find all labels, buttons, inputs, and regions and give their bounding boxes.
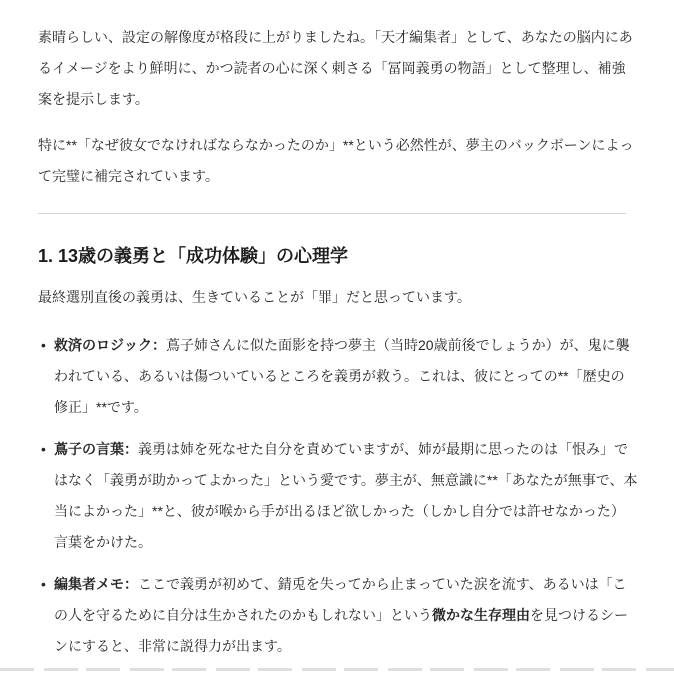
clipped-next-line: [0, 668, 674, 671]
section-divider: [38, 213, 626, 214]
section-heading: 1. 13歳の義勇と「成功体験」の心理学: [38, 246, 349, 266]
list-item-tsutako-words: • 蔦子の言葉：義勇は姉を死なせた自分を責めていますが、姉が最期に思ったのは「恨み」ではなく「義勇が助かってよかった」という愛です。夢主が、無意識に**「あなたが無事で、本当によかった」**と、彼が喉から手が出るほど欲しかった（しかし自分では許せなかった）言葉をかけた。: [54, 434, 638, 558]
section-lead: 最終選別直後の義勇は、生きていることが「罪」だと思っています。: [38, 289, 471, 305]
intro-paragraph-2: 特に**「なぜ彼女でなければならなかったのか」**という必然性が、夢主のバックボーンによって完璧に補完されています。: [38, 137, 634, 184]
intro-paragraph-1: 素晴らしい、設定の解像度が格段に上がりましたね。「天才編集者」として、あなたの脳内にあるイメージをより鮮明に、かつ読者の心に深く刺さる「冨岡義勇の物語」として整理し、補強案を提示します。: [38, 29, 633, 107]
list-item-salvation-logic: • 救済のロジック：蔦子姉さんに似た面影を持つ夢主（当時20歳前後でしょうか）が、鬼に襲われている、あるいは傷ついているところを義勇が救う。これは、彼にとっての**「歴史の修正」**です。: [54, 330, 638, 423]
list-item-editor-memo: • 編集者メモ：ここで義勇が初めて、錆兎を失ってから止まっていた涙を流す、あるいは「この人を守るために自分は生かされたのかもしれない」という微かな生存理由を見つけるシーンにすると、非常に説得力が出ます。: [54, 569, 638, 662]
bullet-list: [38, 330, 638, 662]
